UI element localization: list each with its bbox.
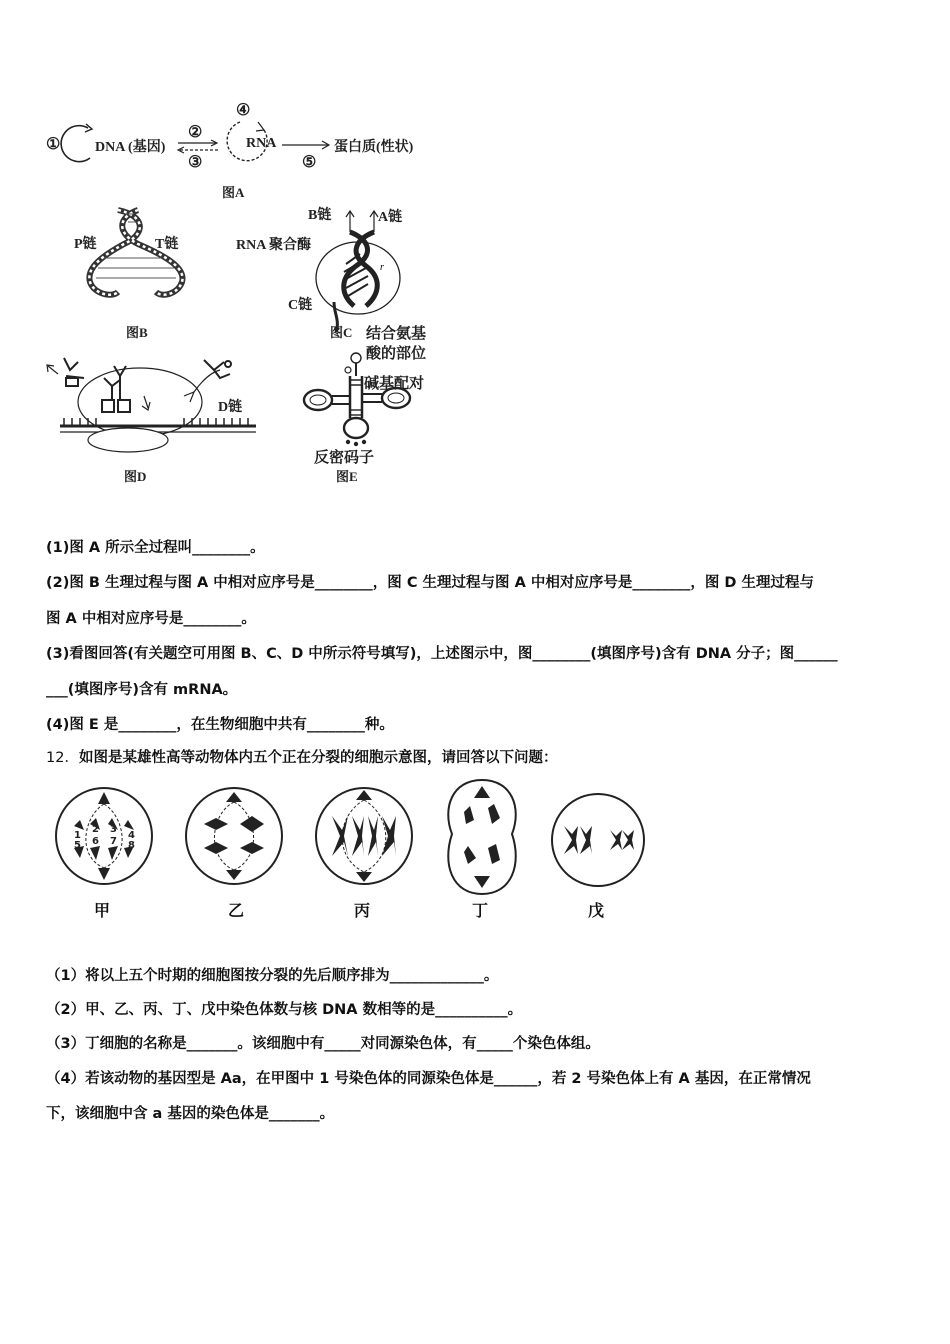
label-a-chain: A链 xyxy=(378,210,403,225)
chrom-label-4: 4 xyxy=(128,830,135,841)
cell-label-yi: 乙 xyxy=(228,901,245,920)
label-anticodon: 反密码子 xyxy=(314,450,375,466)
cell-bing xyxy=(314,786,414,886)
label-t-chain: T链 xyxy=(155,237,179,252)
label-circle-2: ② xyxy=(188,124,203,141)
cell-wu xyxy=(550,792,646,888)
q12-part-1: （1）将以上五个时期的细胞图按分裂的先后顺序排为_____________。 xyxy=(46,968,499,984)
translation-arrow xyxy=(282,140,332,150)
label-d-chain: D链 xyxy=(218,400,243,415)
label-base-pairing: 碱基配对 xyxy=(364,376,425,392)
cell-ding xyxy=(442,778,522,896)
q12-stem xyxy=(46,746,557,767)
dna-double-helix xyxy=(76,206,196,306)
transcription-diagram xyxy=(310,210,410,340)
label-circle-5: ⑤ xyxy=(302,154,317,171)
cell-label-jia: 甲 xyxy=(94,901,111,920)
chrom-label-6: 6 xyxy=(92,836,99,847)
label-circle-1: ① xyxy=(46,136,61,153)
q12-stem-text: 如图是某雄性高等动物体内五个正在分裂的细胞示意图，请回答以下问题： xyxy=(78,750,558,766)
label-c-chain: C链 xyxy=(288,298,313,313)
label-dna-gene: DNA (基因) xyxy=(95,140,166,155)
chrom-label-5: 5 xyxy=(74,840,81,851)
chrom-label-8: 8 xyxy=(128,840,135,851)
q11-part-2-line-1: (2)图 B 生理过程与图 A 中相对应序号是________，图 C 生理过程与图 A 中相对应序号是________，图 D 生理过程与 xyxy=(46,575,814,591)
cell-label-bing: 丙 xyxy=(354,901,371,920)
chrom-label-1: 1 xyxy=(74,830,81,841)
cell-label-wu: 戊 xyxy=(588,901,605,920)
label-amino-binding-2: 酸的部位 xyxy=(366,346,427,362)
svg-text:r: r xyxy=(380,262,384,273)
label-p-chain: P链 xyxy=(74,237,97,252)
q12-part-4-line-1: （4）若该动物的基因型是 Aa，在甲图中 1 号染色体的同源染色体是______，若 2 号染色体上有 A 基因，在正常情况 xyxy=(46,1071,811,1087)
q11-part-1: (1)图 A 所示全过程叫________。 xyxy=(46,540,265,556)
q12-part-4-line-2: 下，该细胞中含 a 基因的染色体是_______。 xyxy=(46,1106,335,1122)
label-b-chain: B链 xyxy=(308,208,332,223)
caption-fig-e: 图E xyxy=(336,469,358,484)
q12-part-3: （3）丁细胞的名称是_______。该细胞中有_____对同源染色体，有_____个染色体组。 xyxy=(46,1036,600,1052)
self-replication-arrow xyxy=(60,122,100,166)
label-amino-binding-1: 结合氨基 xyxy=(366,326,427,342)
label-circle-4: ④ xyxy=(236,102,251,119)
chrom-label-3: 3 xyxy=(110,824,117,835)
chrom-label-7: 7 xyxy=(110,836,117,847)
trna-cloverleaf xyxy=(296,352,416,448)
cell-jia xyxy=(54,786,154,886)
q11-part-3-line-2: ___(填图序号)含有 mRNA。 xyxy=(46,682,238,698)
cell-label-ding: 丁 xyxy=(472,901,489,920)
label-circle-3: ③ xyxy=(188,154,203,171)
label-rna-polymerase: RNA 聚合酶 xyxy=(236,238,312,253)
q12-part-2: （2）甲、乙、丙、丁、戊中染色体数与核 DNA 数相等的是__________。 xyxy=(46,1002,523,1018)
transcription-arrows xyxy=(176,140,220,154)
label-protein-trait: 蛋白质(性状) xyxy=(334,140,414,155)
caption-fig-b: 图B xyxy=(126,325,148,340)
chrom-label-2: 2 xyxy=(92,824,99,835)
q11-part-2-line-2: 图 A 中相对应序号是________。 xyxy=(46,611,256,627)
q11-part-3-line-1: (3)看图回答(有关题空可用图 B、C、D 中所示符号填写)，上述图示中，图________(填图序号)含有 DNA 分子；图______ xyxy=(46,646,838,662)
cell-yi xyxy=(184,786,284,886)
q12-number: 12． xyxy=(46,750,79,766)
q11-part-4: (4)图 E 是________，在生物细胞中共有________种。 xyxy=(46,717,394,733)
caption-fig-d: 图D xyxy=(124,469,147,484)
caption-fig-a: 图A xyxy=(222,185,245,200)
label-rna: RNA xyxy=(246,136,277,151)
caption-fig-c: 图C xyxy=(330,325,353,340)
